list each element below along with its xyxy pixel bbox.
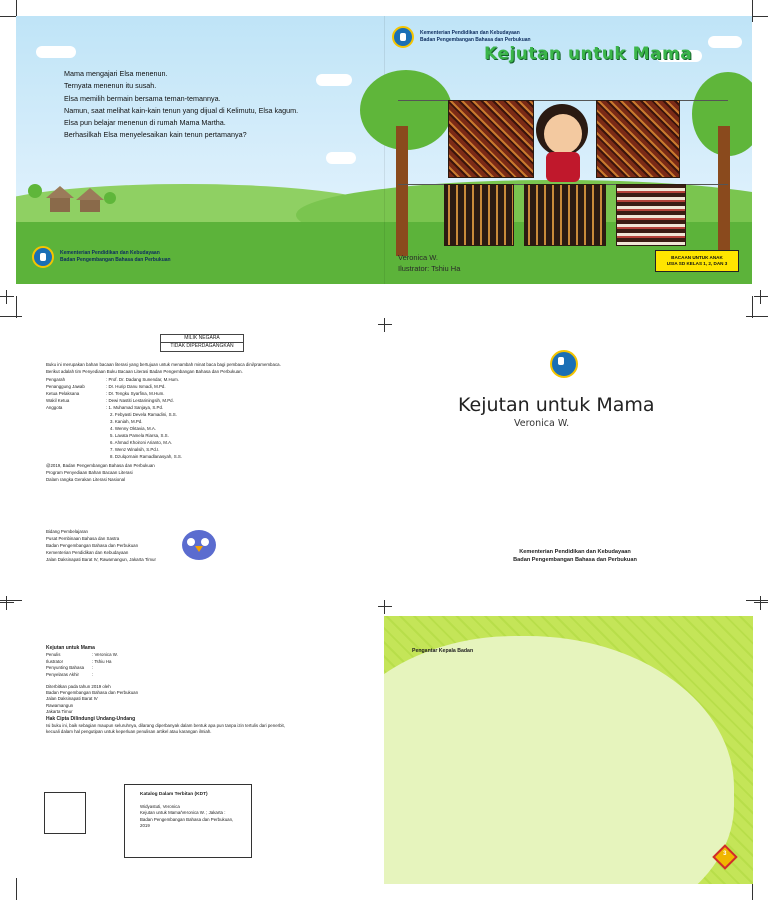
crop-mark xyxy=(16,878,17,900)
publish-info: Diterbitkan pada tahun 2019 oleh Badan Pengembangan Bahasa dan Perbukuan Jalan Daksinapati Barat IV Rawamangun Jakarta Timur xyxy=(46,684,139,714)
team-names: : Prof. Dr. Dadang Sunendar, M.Hum. : Dr. Hurip Danu Ismadi, M.Pd. : Dr. Tengku Syarfina, M.Hum. : Dewi Nastiti Lestariningsih, M.Pd. : 1. Muhamad Sanjaya, S.Pd. xyxy=(106,377,179,410)
crop-mark xyxy=(746,316,768,317)
title-page-institution: Kementerian Pendidikan dan Kebudayaan Badan Pengembangan Bahasa dan Perbukuan xyxy=(513,549,637,563)
credit-names: : Veronica W. : Tshiu Ha : : xyxy=(92,652,118,677)
copyright-law-text: kecuali dalam hal pengutipan untuk keperluan penulisan artikel atau karangan ilmiah. xyxy=(46,729,212,734)
crop-mark xyxy=(0,600,22,601)
crop-mark xyxy=(746,600,768,601)
registration-mark xyxy=(378,318,392,332)
cloud xyxy=(36,46,76,58)
hut xyxy=(80,200,100,212)
registration-mark xyxy=(378,600,392,614)
page-number: 3 xyxy=(723,850,727,857)
intro-page-background xyxy=(384,616,753,884)
ministry-logo-icon xyxy=(392,26,414,48)
tree-trunk xyxy=(396,126,408,256)
age-badge: BACAAN UNTUK ANAK USIA SD KELAS 1, 2, DAN 3 xyxy=(655,250,739,272)
small-tree xyxy=(28,184,42,198)
cover-title: Kejutan untuk Mama xyxy=(484,44,693,64)
intro-page-blob xyxy=(384,636,734,884)
cover-credits: Veronica W. Ilustrator: Tshiu Ha xyxy=(398,253,461,273)
credit-roles: Penulis Ilustrator Penyunting Bahasa Penyelaras Akhir xyxy=(46,652,85,677)
girl-dress xyxy=(546,152,580,182)
back-cover-institution: Kementerian Pendidikan dan Kebudayaan Badan Pengembangan Bahasa dan Perbukuan xyxy=(60,250,171,263)
book-spine xyxy=(384,16,385,284)
publisher-address: Bidang Pembelajaran Pusat Pembinaan Bahasa dan Sastra Badan Pengembangan Bahasa dan Perbukuan Kementerian Pendidikan dan Kebudayaan Jalan Daksinapati Barat IV, Rawamangun, Jakarta Timur xyxy=(46,529,156,562)
front-cover-institution: Kementerian Pendidikan dan Kebudayaan Badan Pengembangan Bahasa dan Perbukuan xyxy=(420,30,531,43)
registration-mark xyxy=(754,290,768,304)
small-tree xyxy=(104,192,116,204)
registration-mark xyxy=(754,596,768,610)
crop-mark xyxy=(16,296,17,318)
team-roles: Pengarah Penanggung Jawab Ketua Pelaksana Wakil Ketua Anggota xyxy=(46,377,85,410)
girl-face xyxy=(544,114,582,154)
cloud xyxy=(708,36,742,48)
woven-cloth xyxy=(524,184,606,246)
hut xyxy=(50,198,70,212)
kdt-text: Widyastuti, Veronica Kejutan untuk Mama/Veronica W. ; Jakarta : Badan Pengembangan Bahasa dan Perbukuan, 2019 xyxy=(140,804,234,829)
woven-cloth xyxy=(616,184,686,246)
woven-cloth xyxy=(448,100,534,178)
tree-trunk xyxy=(718,126,730,256)
registration-mark xyxy=(0,290,14,304)
intro-text: Berikut adalah tim Penyediaan Buku Bacaan Literasi Badan Pengembangan Bahasa dan Perbukuan. xyxy=(46,369,243,374)
kdt-title: Katalog Dalam Terbitan (KDT) xyxy=(140,792,208,797)
bird-mascot-icon xyxy=(182,530,216,560)
crop-mark xyxy=(752,296,753,318)
intro-text: Buku ini merupakan bahan bacaan literasi yang bertujuan untuk menambah minat baca bagi pembaca dini/pramembaca. xyxy=(46,362,281,367)
ministry-logo-icon xyxy=(550,350,578,378)
copyright-law-text: Isi buku ini, baik sebagian maupun seluruhnya, dilarang diperbanyak dalam bentuk apa pun tanpa izin tertulis dari penerbit, xyxy=(46,723,285,728)
copyright-law-title: Hak Cipta Dilindungi Undang-Undang xyxy=(46,716,136,722)
imprint-title: Kejutan untuk Mama xyxy=(46,645,95,651)
crop-mark xyxy=(752,0,753,22)
woven-cloth xyxy=(444,184,514,246)
title-page-author: Veronica W. xyxy=(514,418,570,429)
barcode-placeholder xyxy=(44,792,86,834)
cloud xyxy=(326,152,356,164)
crop-mark xyxy=(0,316,22,317)
hut-roof xyxy=(76,188,104,200)
team-members: 2. Febyasti Devela Ramadini, S.S. 3. Kaniah, M.Pd. 4. Wenny Oktavia, M.A. 5. Lavata Pamela Riarsa, S.S. 6. Ahmad Khoironi Arianto, M.A. 7. Wenz Winalsih, S.Pd.I. 8. Dzulqornain Ramadlanasyah, S.S. xyxy=(110,412,182,459)
title-page-title: Kejutan untuk Mama xyxy=(458,394,655,416)
woven-cloth xyxy=(596,100,680,178)
back-cover-blurb: Mama mengajari Elsa menenun. Ternyata menenun itu susah. Elsa memilih bermain bersama teman-temannya. Namun, saat melihat kain-kain tenun yang dijual di Kelimutu, Elsa kagum. Elsa pun belajar menenun di rumah Mama Martha. Berhasilkah Elsa menyelesaikan kain tenun pertamanya? xyxy=(64,69,299,140)
ministry-logo-icon xyxy=(32,246,54,268)
milik-negara-box: MILIK NEGARA TIDAK DIPERDAGANGKAN xyxy=(160,334,244,352)
registration-mark xyxy=(0,596,14,610)
copyright-notice: @2019, Badan Pengembangan Bahasa dan Perbukuan Program Penyediaan Bahan Bacaan Literasi Dalam rangka Gerakan Literasi Nasional xyxy=(46,463,155,482)
intro-heading: Pengantar Kepala Badan xyxy=(412,648,474,654)
cloud xyxy=(316,74,352,86)
hut-roof xyxy=(46,186,74,198)
